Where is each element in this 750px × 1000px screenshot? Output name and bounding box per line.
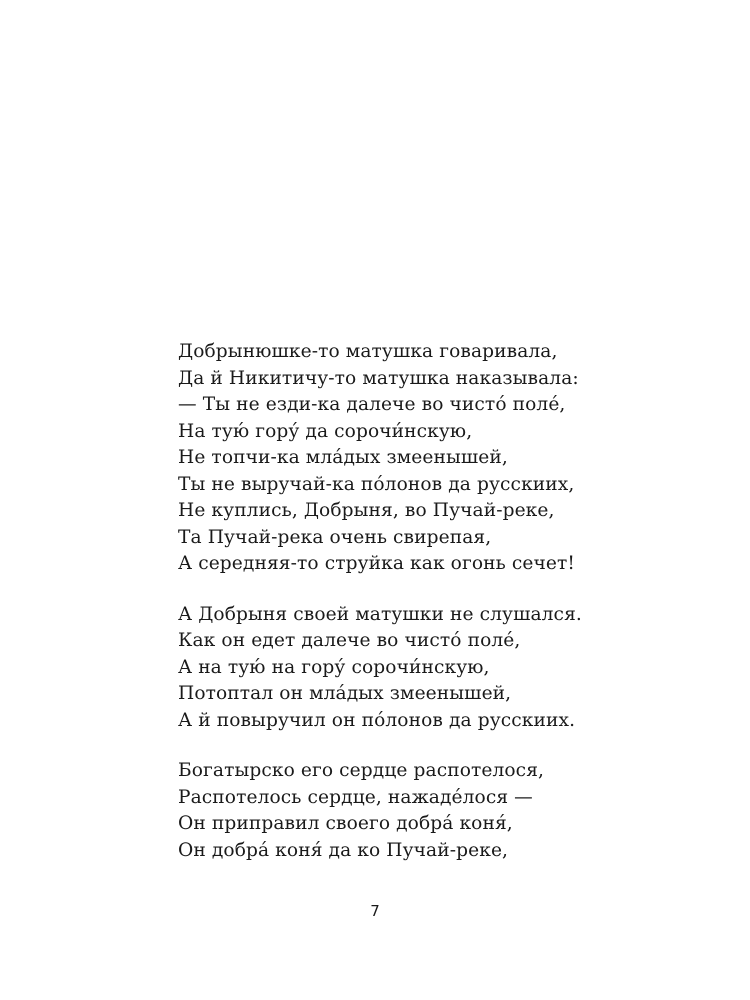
- poem-line: Не топчи-ка мла́дых змеенышей,: [178, 447, 508, 468]
- poem-line: Не куплись, Добрыня, во Пучай-реке,: [178, 500, 555, 521]
- poem-line: А середняя-то струйка как огонь сечет!: [178, 553, 575, 574]
- poem-line: Он приправил своего добра́ коня́,: [178, 813, 513, 834]
- stanza-1: [178, 339, 598, 578]
- poem-line: На тую́ гору́ да сорочи́нскую,: [178, 420, 473, 442]
- poem-line: Да й Никитичу-то матушка наказывала:: [178, 367, 579, 389]
- poem-line: А й повыручил он по́лонов да русскиих.: [178, 709, 576, 731]
- page-number: 7: [370, 902, 380, 920]
- poem-line: Ты не выручай-ка по́лонов да русскиих,: [178, 473, 575, 495]
- poem-line: А Добрыня своей матушки не слушался.: [178, 603, 582, 625]
- poem-line: Богатырско его сердце распотелося,: [178, 760, 545, 781]
- poem-line: Распотелось сердце, нажаде́лося —: [178, 786, 533, 808]
- poem-line: Потоптал он мла́дых змеенышей,: [178, 683, 512, 704]
- poem-line: А на тую́ на гору́ сорочи́нскую,: [178, 656, 490, 678]
- poem-line: Та Пучай-река очень свирепая,: [178, 526, 492, 548]
- stanza-2: [178, 602, 598, 735]
- poem-line: Добрынюшке-то матушка говаривала,: [178, 341, 558, 362]
- stanza-3: [178, 758, 598, 864]
- poem-line: Как он едет далече во чисто́ поле́,: [178, 630, 521, 651]
- poem-text: [178, 339, 598, 864]
- poem-line: — Ты не езди-ка далече во чисто́ поле́,: [178, 394, 566, 415]
- poem-line: Он добра́ коня́ да ко Пучай-реке,: [178, 839, 509, 861]
